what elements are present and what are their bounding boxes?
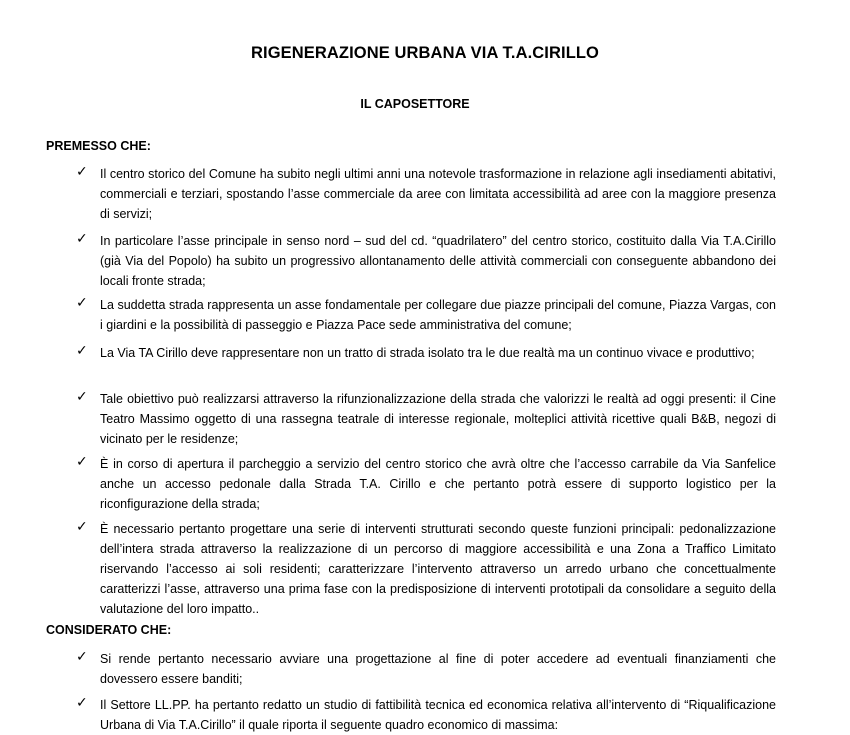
section-heading-premesso: PREMESSO CHE: <box>46 139 151 153</box>
list-item-text: La suddetta strada rappresenta un asse fondamentale per collegare due piazze principali del comune, Piazza Vargas, con i giardini e la possibilità di passeggio e Piazza Pace sede amministrativa del comune; <box>100 298 776 332</box>
check-icon: ✓ <box>76 695 88 711</box>
list-item-text: Si rende pertanto necessario avviare una progettazione al fine di poter accedere ad eventuali finanziamenti che dovessero essere banditi; <box>100 652 776 686</box>
check-icon: ✓ <box>76 295 88 311</box>
list-item-text: La Via TA Cirillo deve rappresentare non un tratto di strada isolato tra le due realtà ma un continuo vivace e produttivo; <box>100 346 755 360</box>
document-title: RIGENERAZIONE URBANA VIA T.A.CIRILLO <box>251 44 599 62</box>
list-item-text: È necessario pertanto progettare una serie di interventi strutturati secondo queste funzioni principali: pedonalizzazione dell’intera strada attraverso la realizzazione di un percorso di maggiore accessibilità e una Zona a Traffico Limitato riservando l’accesso ai soli residenti; caratterizzare l’intervento attraverso un arredo urbano che concettualmente caratterizzi l’asse, attraverso una prima fase con la predisposizione di interventi prototipali da consolidare a seguito della valutazione del loro impatto.. <box>100 522 776 616</box>
section-heading-considerato: CONSIDERATO CHE: <box>46 623 172 637</box>
list-item-text: Tale obiettivo può realizzarsi attraverso la rifunzionalizzazione della strada che valorizzi le realtà ad oggi presenti: il Cine Teatro Massimo oggetto di una rassegna teatrale di interesse regionale, molteplici attività ricettive quali B&B, negozi di vicinato per le residenze; <box>100 392 776 446</box>
check-icon: ✓ <box>76 519 88 535</box>
list-item-text: È in corso di apertura il parcheggio a servizio del centro storico che avrà oltre che l’accesso carrabile da Via Sanfelice anche un accesso pedonale dalla Strada T.A. Cirillo e che pertanto potrà essere di supporto logistico per la riconfigurazione della strada; <box>100 457 776 511</box>
check-icon: ✓ <box>76 164 88 180</box>
check-icon: ✓ <box>76 649 88 665</box>
list-item-text: Il centro storico del Comune ha subito negli ultimi anni una notevole trasformazione in relazione agli insediamenti abitativi, commerciali e terziari, spostando l’asse commerciale da aree con limitata accessibilità ad aree con la maggiore presenza di servizi; <box>100 167 776 221</box>
check-icon: ✓ <box>76 231 88 247</box>
list-item-text: Il Settore LL.PP. ha pertanto redatto un studio di fattibilità tecnica ed economica relativa all’intervento di “Riqualificazione Urbana di Via T.A.Cirillo” il quale riporta il seguente quadro economico di massima: <box>100 698 776 732</box>
check-icon: ✓ <box>76 454 88 470</box>
list-item-text: In particolare l’asse principale in senso nord – sud del cd. “quadrilatero” del centro storico, costituito dalla Via T.A.Cirillo (già Via del Popolo) ha subito un progressivo allontanamento delle attività commerciali con conseguente abbandono dei locali fronte strada; <box>100 234 776 288</box>
check-icon: ✓ <box>76 389 88 405</box>
document-subtitle: IL CAPOSETTORE <box>360 97 470 111</box>
check-icon: ✓ <box>76 343 88 359</box>
